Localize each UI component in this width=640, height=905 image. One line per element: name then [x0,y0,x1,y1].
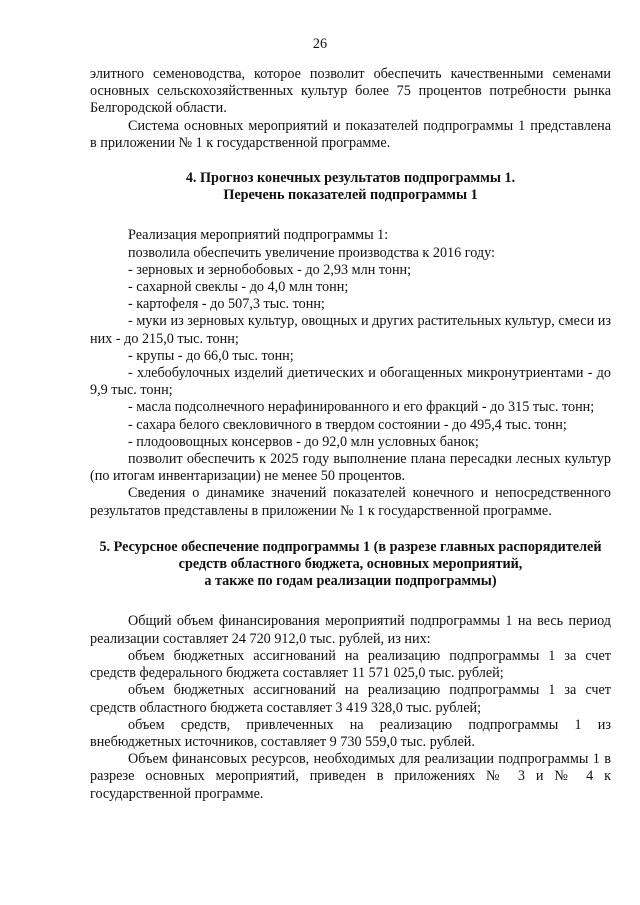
list-item: - сахарной свеклы - до 4,0 млн тонн; [128,279,349,296]
section-5-title-line-3: а также по годам реализации подпрограммы) [204,573,497,590]
section-5-regional-budget: объем бюджетных ассигнований на реализацию подпрограммы 1 за счет средств областного бюджета составляет 3 419 328,0 тыс. рублей; [90,682,611,716]
list-item: - муки из зерновых культур, овощных и других растительных культур, смеси из них - до 215,0 тыс. тонн; [90,313,611,347]
section-5-heading [90,539,611,591]
section-4-dynamics: Сведения о динамике значений показателей конечного и непосредственного результатов представлены в приложении № 1 к государственной программе. [90,485,611,519]
section-5-federal-budget: объем бюджетных ассигнований на реализацию подпрограммы 1 за счет средств федерального бюджета составляет 11 571 025,0 тыс. рублей; [90,647,611,682]
list-item: - крупы - до 66,0 тыс. тонн; [128,347,294,364]
section-5-appendix-reference: Объем финансовых ресурсов, необходимых для реализации подпрограммы 1 в разрезе основных мероприятий, приведен в приложениях № 3 и № 4 к государственной программе. [90,751,611,802]
intro-paragraph-system: Система основных мероприятий и показателей подпрограммы 1 представлена в приложении № 1 к государственной программе. [90,117,611,151]
list-item: - сахара белого свекловичного в твердом состоянии - до 495,4 тыс. тонн; [128,416,567,433]
list-item: - масла подсолнечного нерафинированного и его фракций - до 315 тыс. тонн; [128,399,595,416]
list-item: - зерновых и зернобобовых - до 2,93 млн тонн; [128,261,412,278]
section-4-heading [90,170,611,204]
intro-paragraph-continuation: элитного семеноводства, которое позволит обеспечить качественными семенами основных сельскохозяйственных культур более 75 процентов потребности рынка Белгородской области. [90,66,611,117]
section-4-forecast: позволит обеспечить к 2025 году выполнение плана пересадки лесных культур (по итогам инвентаризации) не менее 50 процентов. [90,451,611,485]
section-5-title-line-1: 5. Ресурсное обеспечение подпрограммы 1 (в разрезе главных распорядителей [99,538,602,555]
section-5-total-financing: Общий объем финансирования мероприятий подпрограммы 1 на весь период реализации составляет 24 720 912,0 тыс. рублей, из них: [90,613,611,647]
list-item: - хлебобулочных изделий диетических и обогащенных микронутриентами - до 9,9 тыс. тонн; [90,365,611,399]
section-5-extrabudgetary: объем средств, привлеченных на реализацию подпрограммы 1 из внебюджетных источников, составляет 9 730 559,0 тыс. рублей. [90,716,611,750]
section-4-lead-1: Реализация мероприятий подпрограммы 1: [128,227,389,244]
page-number: 26 [312,36,328,52]
section-5-title-line-2: средств областного бюджета, основных мероприятий, [178,556,523,573]
list-item: - картофеля - до 507,3 тыс. тонн; [128,296,325,313]
list-item: - плодоовощных консервов - до 92,0 млн условных банок; [128,433,479,450]
section-4-title-line-2: Перечень показателей подпрограммы 1 [223,187,478,204]
section-4-title-line-1: 4. Прогноз конечных результатов подпрограммы 1. [185,170,516,187]
page-content [90,66,611,803]
section-4-lead-2: позволила обеспечить увеличение производства к 2016 году: [128,244,496,261]
